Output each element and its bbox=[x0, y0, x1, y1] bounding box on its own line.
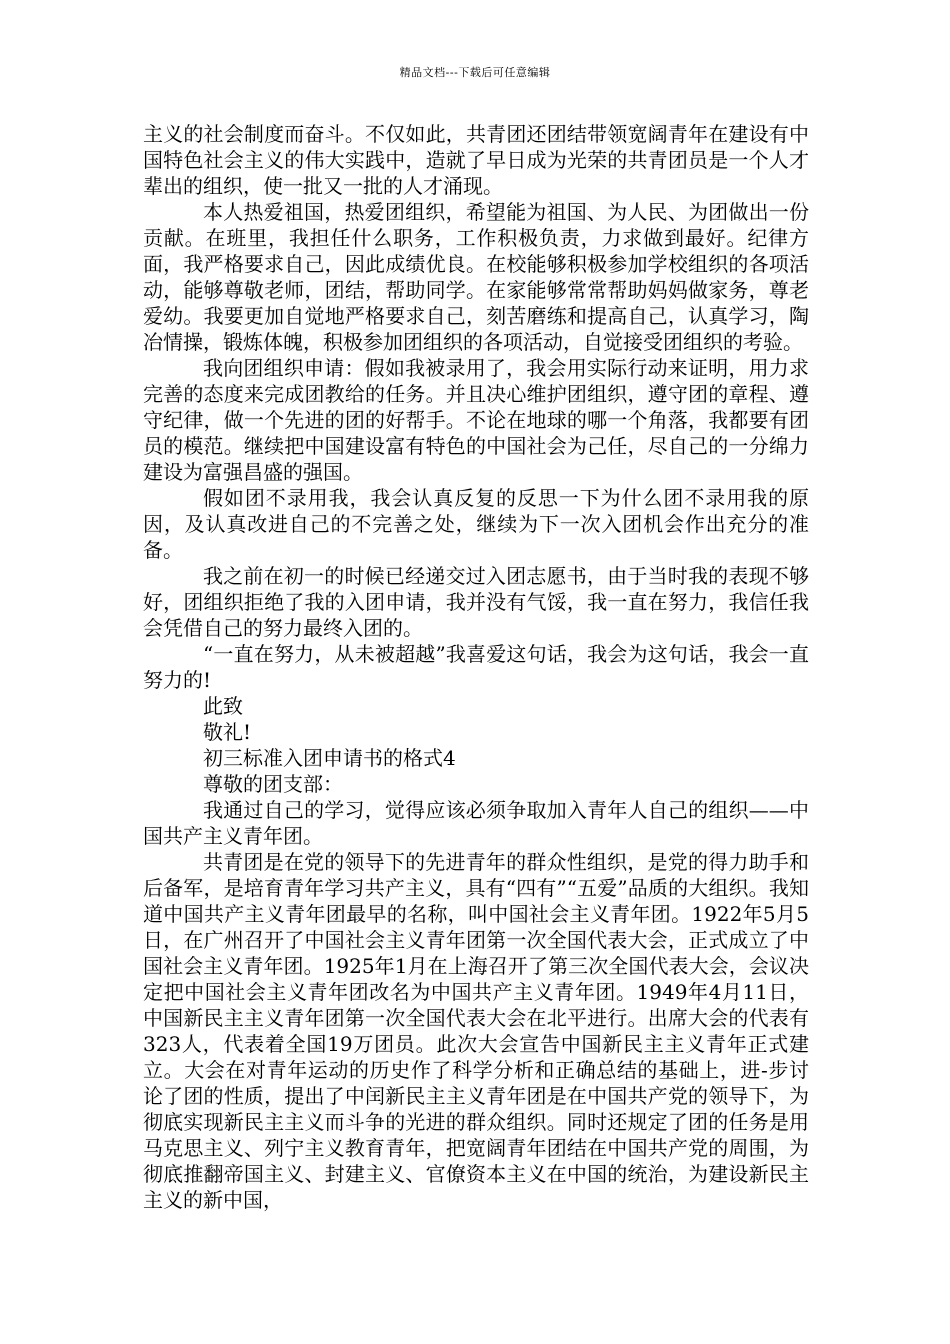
document-body bbox=[143, 121, 809, 1213]
paragraph-continuation: 主义的社会制度而奋斗。不仅如此，共青团还团结带领宽阔青年在建设有中国特色社会主义的伟大实践中，造就了早日成为光荣的共青团员是一个人才辈出的组织，使一批又一批的人才涌现。 bbox=[143, 122, 809, 198]
closing-salutation: 此致 bbox=[203, 694, 243, 718]
paragraph-motto: “一直在努力，从未被超越”我喜爱这句话，我会为这句话，我会一直努力的! bbox=[143, 642, 809, 692]
paragraph-intent: 我通过自己的学习，觉得应该必须争取加入青年人自己的组织——中国共产主义青年团。 bbox=[143, 798, 809, 848]
section-title: 初三标准入团申请书的格式4 bbox=[203, 746, 456, 770]
page-header: 精品文档---下载后可任意编辑 bbox=[399, 66, 551, 79]
paragraph-application: 我向团组织申请：假如我被录用了，我会用实际行动来证明，用力求完善的态度来完成团教给的任务。并且决心维护团组织，遵守团的章程、遵守纪律，做一个先进的团的好帮手。不论在地球的哪一个角落，我都要有团员的模范。继续把中国建设富有特色的中国社会为己任，尽自己的一分绵力建设为富强昌盛的强国。 bbox=[143, 356, 809, 484]
closing-respect: 敬礼! bbox=[203, 720, 252, 744]
paragraph-if-rejected: 假如团不录用我，我会认真反复的反思一下为什么团不录用我的原因，及认真改进自己的不完善之处，继续为下一次入团机会作出充分的准备。 bbox=[143, 486, 809, 562]
paragraph-previous-attempt: 我之前在初一的时候已经递交过入团志愿书，由于当时我的表现不够好，团组织拒绝了我的入团申请，我并没有气馁，我一直在努力，我信任我会凭借自己的努力最终入团的。 bbox=[143, 564, 809, 640]
paragraph-self-introduction: 本人热爱祖国，热爱团组织，希望能为祖国、为人民、为团做出一份贡献。在班里，我担任什么职务，工作积极负责，力求做到最好。纪律方面，我严格要求自己，因此成绩优良。在校能够积极参加学校组织的各项活动，能够尊敬老师，团结，帮助同学。在家能够常常帮助妈妈做家务，尊老爱幼。我要更加自觉地严格要求自己，刻苦磨练和提高自己，认真学习，陶冶情操，锻炼体魄，积极参加团组织的各项活动，自觉接受团组织的考验。 bbox=[143, 200, 809, 354]
paragraph-league-history: 共青团是在党的领导下的先进青年的群众性组织，是党的得力助手和后备军，是培育青年学习共产主义，具有“四有”“五爱”品质的大组织。我知道中国共产主义青年团最早的名称，叫中国社会主义青年团。1922年5月5日，在广州召开了中国社会主义青年团第一次全国代表大会，正式成立了中国社会主义青年团。1925年1月在上海召开了第三次全国代表大会，会议决定把中国社会主义青年团改名为中国共产主义青年团。1949年4月11日，中国新民主主义青年团第一次全国代表大会在北平进行。出席大会的代表有323人，代表着全国19万团员。此次大会宣告中国新民主主义青年正式建立。大会在对青年运动的历史作了科学分析和正确总结的基础上，进-步讨论了团的性质，提出了中闰新民主主义青年团是在中国共产党的领导下，为彻底实现新民主主义而斗争的光进的群众组织。同时还规定了团的任务是用马克思主义、列宁主义教育青年，把宽阔青年团结在中国共产党的周围，为彻底推翻帝国主义、封建主义、官僚资本主义在中国的统治，为建设新民主主义的新中国， bbox=[143, 850, 809, 1212]
greeting-line: 尊敬的团支部： bbox=[203, 772, 343, 796]
